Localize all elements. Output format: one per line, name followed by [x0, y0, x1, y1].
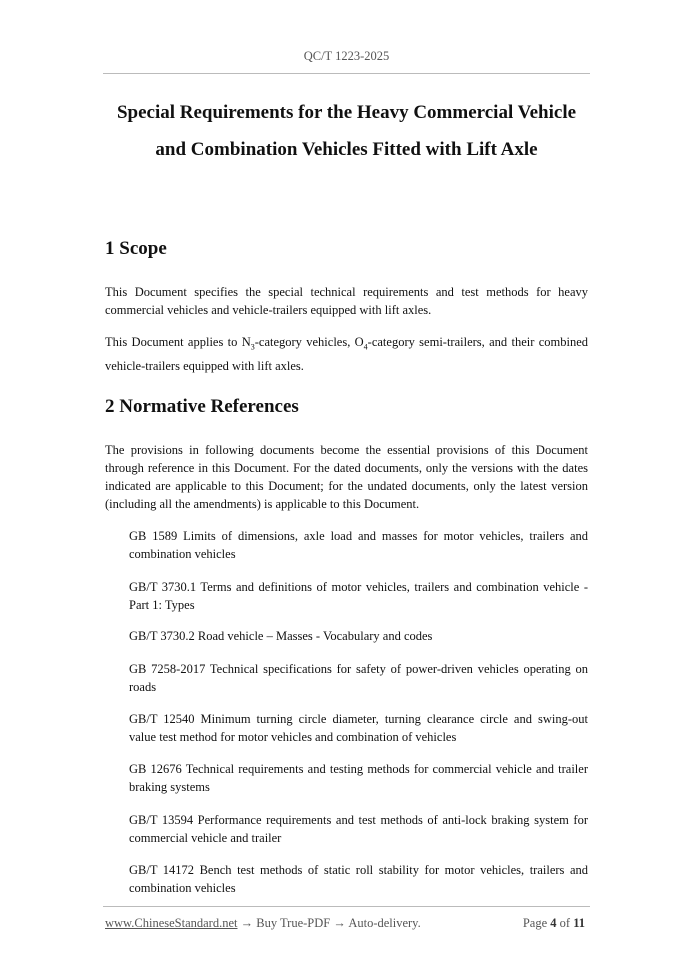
text: -category vehicles, O	[254, 335, 364, 349]
header-divider	[103, 73, 590, 74]
of-label: of	[559, 916, 571, 930]
subscript: 3	[250, 342, 255, 352]
footer-promo	[105, 916, 421, 931]
reference-item: GB 1589 Limits of dimensions, axle load and masses for motor vehicles, trailers and combination vehicles	[129, 529, 588, 561]
reference-item: GB 12676 Technical requirements and testing methods for commercial vehicle and trailer braking systems	[129, 762, 588, 794]
section-heading-normative-references: 2 Normative References	[105, 396, 299, 417]
total-pages: 11	[573, 916, 585, 930]
current-page: 4	[550, 916, 557, 930]
text: -category semi-trailers, and their combined vehicle-trailers equipped with lift axles.	[105, 335, 588, 373]
reference-item: GB/T 13594 Performance requirements and test methods of anti-lock braking system for commercial vehicle and trailer	[129, 813, 588, 845]
page-number	[523, 916, 585, 931]
footer-divider	[103, 906, 590, 907]
document-title-line-2: and Combination Vehicles Fitted with Lift Axle	[155, 139, 538, 160]
reference-item: GB/T 3730.1 Terms and definitions of motor vehicles, trailers and combination vehicle - Part 1: Types	[129, 580, 588, 612]
reference-item: GB/T 14172 Bench test methods of static roll stability for motor vehicles, trailers and combination vehicles	[129, 863, 588, 895]
arrow-icon: →	[240, 916, 254, 930]
website-link[interactable]: www.ChineseStandard.net	[105, 916, 238, 930]
scope-paragraph-2	[105, 333, 588, 375]
arrow-icon: →	[333, 916, 346, 930]
auto-delivery-text: Auto-delivery.	[348, 916, 421, 930]
document-title-line-1: Special Requirements for the Heavy Commercial Vehicle	[116, 102, 577, 123]
references-intro: The provisions in following documents become the essential provisions of this Document through reference in this Document. For the dated documents, only the versions with the dates indicated are applicable to this Document; for the undated documents, only the latest version (including all the amendments) is applicable to this Document.	[105, 443, 588, 511]
subscript: 4	[363, 342, 368, 352]
document-code-header: QC/T 1223-2025	[303, 49, 390, 63]
section-heading-scope: 1 Scope	[105, 238, 167, 259]
reference-item: GB/T 3730.2 Road vehicle – Masses - Vocabulary and codes	[129, 629, 433, 643]
text: This Document applies to N	[105, 335, 251, 349]
scope-paragraph-1: This Document specifies the special technical requirements and test methods for heavy commercial vehicles and vehicle-trailers equipped with lift axles.	[105, 285, 588, 317]
buy-text: Buy True-PDF	[256, 916, 331, 930]
reference-item: GB 7258-2017 Technical specifications for safety of power-driven vehicles operating on roads	[129, 662, 588, 694]
reference-item: GB/T 12540 Minimum turning circle diameter, turning clearance circle and swing-out value test method for motor vehicles and combination of vehicles	[129, 712, 588, 744]
page-label: Page	[522, 916, 548, 930]
